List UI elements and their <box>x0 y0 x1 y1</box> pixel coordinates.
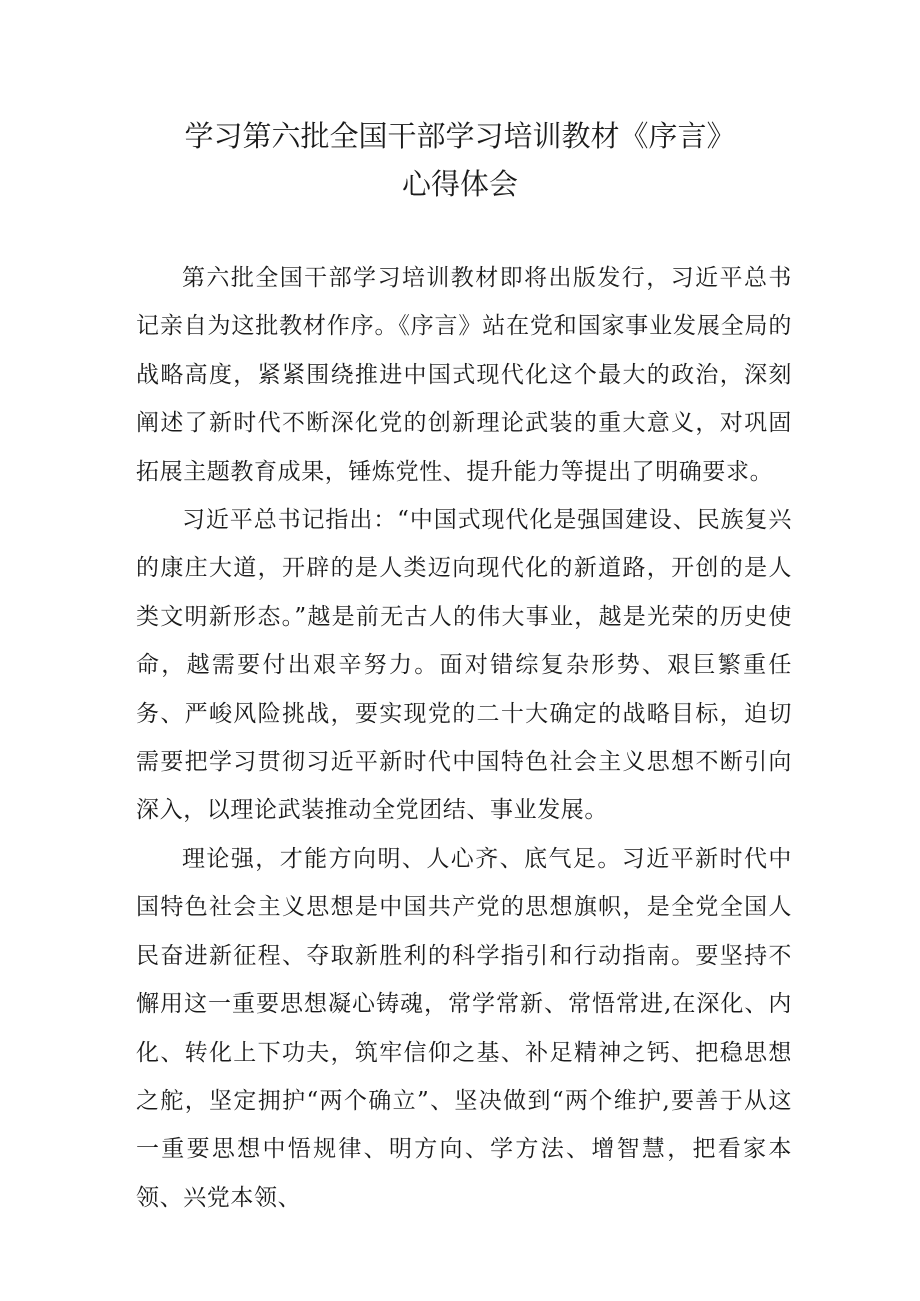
paragraph-3: 理论强，才能方向明、人心齐、底气足。习近平新时代中国特色社会主义思想是中国共产党的思想旗帜，是全党全国人民奋进新征程、夺取新胜利的科学指引和行动指南。要坚持不懈用这一重要思想凝心铸魂，常学常新、常悟常进,在深化、内化、转化上下功夫，筑牢信仰之基、补足精神之钙、把稳思想之舵，坚定拥护“两个确立”、坚决做到“两个维护,要善于从这一重要思想中悟规律、明方向、学方法、增智慧，把看家本领、兴党本领、 <box>136 845 792 1211</box>
paragraph-1: 第六批全国干部学习培训教材即将出版发行，习近平总书记亲自为这批教材作序。《序言》站在党和国家事业发展全局的战略高度，紧紧围绕推进中国式现代化这个最大的政治，深刻阐述了新时代不断深化党的创新理论武装的重大意义，对巩固拓展主题教育成果，锤炼党性、提升能力等提出了明确要求。 <box>136 265 792 485</box>
paragraph-2: 习近平总书记指出：“中国式现代化是强国建设、民族复兴的康庄大道，开辟的是人类迈向现代化的新道路，开创的是人类文明新形态。”越是前无古人的伟大事业，越是光荣的历史使命，越需要付出艰辛努力。面对错综复杂形势、艰巨繁重任务、严峻风险挑战，要实现党的二十大确定的战略目标，迫切需要把学习贯彻习近平新时代中国特色社会主义思想不断引向深入，以理论武装推动全党团结、事业发展。 <box>136 507 792 824</box>
title-line-2: 心得体会 <box>401 167 518 201</box>
document-body <box>136 254 792 1222</box>
document-title <box>0 112 920 208</box>
title-line-1: 学习第六批全国干部学习培训教材《序言》 <box>184 119 736 153</box>
